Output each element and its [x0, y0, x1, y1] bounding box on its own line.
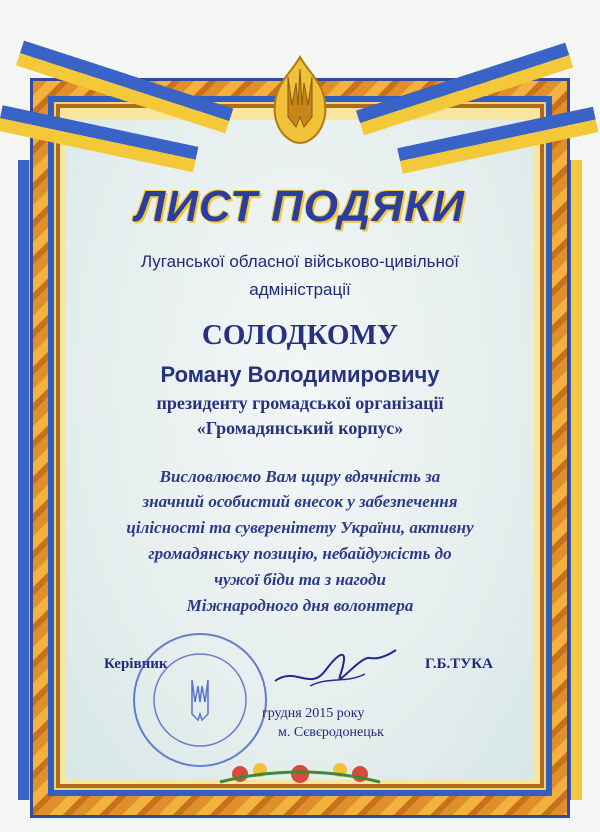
issue-city: м. Сєвєродонецьк — [278, 725, 384, 740]
official-stamp-icon — [130, 630, 270, 770]
message-line: Міжнародного дня волонтера — [186, 596, 414, 615]
recipient-surname: СОЛОДКОМУ — [201, 319, 399, 351]
issuer-line-1: Луганської обласної військово-цивільної — [140, 252, 460, 271]
trident-emblem-icon — [270, 55, 330, 145]
certificate-title: ЛИСТ ПОДЯКИ — [135, 182, 465, 231]
flower-ornament-icon — [200, 752, 400, 792]
message-line: чужої біди та з нагоди — [214, 570, 386, 589]
recipient-position: президенту громадської організації — [156, 393, 444, 413]
signature — [270, 636, 400, 696]
recipient-organization: «Громадянський корпус» — [196, 418, 404, 438]
message-line: значний особистий внесок у забезпечення — [142, 492, 458, 511]
message-line: громадянську позицію, небайдужість до — [148, 544, 452, 563]
leader-label: Керівник — [104, 656, 168, 672]
message-line: цілісності та суверенітету України, активну — [126, 518, 474, 537]
issue-date: грудня 2015 року — [262, 706, 365, 721]
message-line: Висловлюємо Вам щиру вдячність за — [159, 467, 441, 486]
recipient-given-name: Роману Володимировичу — [160, 362, 440, 387]
issuer-line-2: адміністрації — [249, 280, 351, 299]
leader-name: Г.Б.ТУКА — [425, 656, 493, 672]
